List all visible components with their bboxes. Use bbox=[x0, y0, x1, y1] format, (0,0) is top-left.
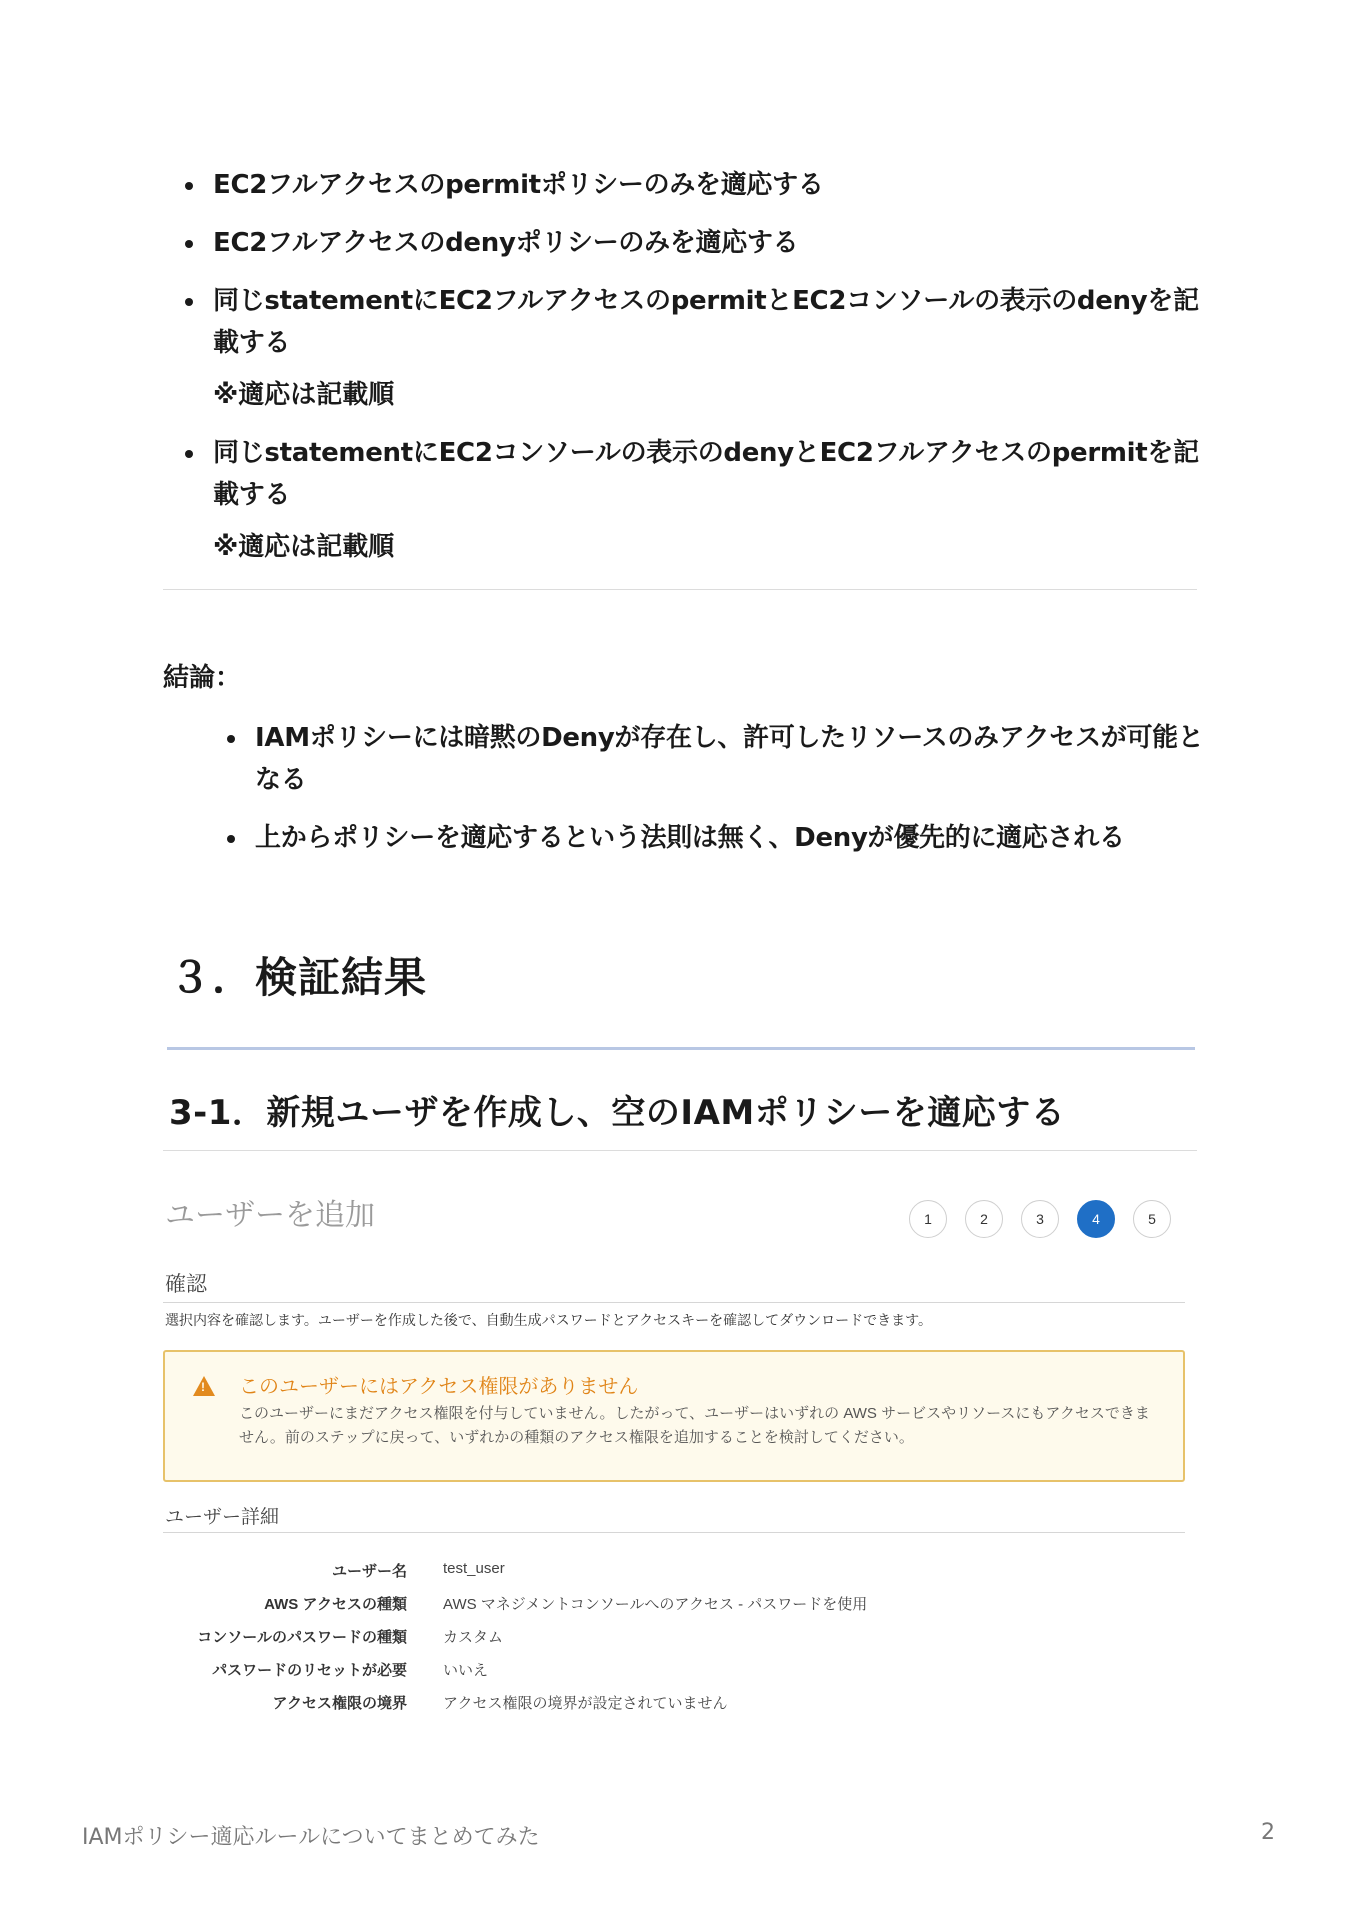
divider bbox=[163, 1302, 1185, 1303]
wizard-step-2[interactable]: 2 bbox=[965, 1200, 1003, 1238]
detail-key: パスワードのリセットが必要 bbox=[212, 1662, 407, 1679]
bullet-icon bbox=[227, 835, 235, 843]
bullet-icon bbox=[185, 182, 193, 190]
page-number: 2 bbox=[1261, 1820, 1275, 1845]
list-item bbox=[255, 717, 1205, 801]
wizard-step-3[interactable]: 3 bbox=[1021, 1200, 1059, 1238]
detail-key: AWS アクセスの種類 bbox=[264, 1596, 407, 1613]
detail-value: いいえ bbox=[443, 1662, 489, 1679]
bullet-icon bbox=[185, 450, 193, 458]
conclusion-list bbox=[255, 717, 1205, 859]
screen-title: ユーザーを追加 bbox=[165, 1199, 375, 1232]
wizard-step-1[interactable]: 1 bbox=[909, 1200, 947, 1238]
bullet-icon bbox=[227, 735, 235, 743]
warning-icon: ! bbox=[193, 1376, 215, 1396]
divider bbox=[163, 1150, 1197, 1151]
list-item-text: IAMポリシーには暗黙のDenyが存在し、許可したリソースのみアクセスが可能となる bbox=[255, 723, 1204, 795]
list-item-note: ※適応は記載順 bbox=[213, 380, 395, 410]
warning-box bbox=[163, 1350, 1185, 1482]
detail-row bbox=[163, 1659, 1185, 1692]
list-item bbox=[213, 164, 1203, 206]
list-item bbox=[255, 817, 1205, 859]
divider bbox=[163, 1532, 1185, 1533]
list-item-note: ※適応は記載順 bbox=[213, 532, 395, 562]
detail-row bbox=[163, 1692, 1185, 1725]
warning-title: このユーザーにはアクセス権限がありません bbox=[239, 1376, 639, 1398]
confirm-description: 選択内容を確認します。ユーザーを作成した後で、自動生成パスワードとアクセスキーを確認してダウンロードできます。 bbox=[165, 1312, 933, 1328]
detail-row bbox=[163, 1626, 1185, 1659]
bullet-icon bbox=[185, 298, 193, 306]
confirm-title: 確認 bbox=[165, 1273, 207, 1296]
detail-row bbox=[163, 1560, 1185, 1593]
footer-title: IAMポリシー適応ルールについてまとめてみた bbox=[82, 1825, 540, 1850]
user-details-title: ユーザー詳細 bbox=[165, 1507, 280, 1528]
list-item-text: 同じstatementにEC2コンソールの表示のdenyとEC2フルアクセスのpermitを記載する bbox=[213, 438, 1199, 510]
list-item-text: 同じstatementにEC2フルアクセスのpermitとEC2コンソールの表示のdenyを記載する bbox=[213, 286, 1199, 358]
wizard-step-4-active[interactable]: 4 bbox=[1077, 1200, 1115, 1238]
wizard-step-5[interactable]: 5 bbox=[1133, 1200, 1171, 1238]
detail-key: ユーザー名 bbox=[331, 1563, 407, 1580]
bullet-icon bbox=[185, 240, 193, 248]
warning-body: このユーザーにまだアクセス権限を付与していません。したがって、ユーザーはいずれの AWS サービスやリソースにもアクセスできません。前のステップに戻って、いずれかの種類のアクセス権限を追加することを検討してください。 bbox=[239, 1405, 1150, 1446]
detail-value: アクセス権限の境界が設定されていません bbox=[443, 1695, 728, 1712]
detail-row bbox=[163, 1593, 1185, 1626]
wizard-steps bbox=[909, 1200, 1171, 1238]
section-heading: ３．検証結果 bbox=[169, 953, 428, 1002]
section-heading-rule bbox=[167, 1047, 1195, 1050]
detail-key: コンソールのパスワードの種類 bbox=[197, 1629, 407, 1646]
add-user-screenshot bbox=[163, 1180, 1193, 1710]
list-item-text: 上からポリシーを適応するという法則は無く、Denyが優先的に適応される bbox=[255, 823, 1125, 853]
test-case-list bbox=[213, 164, 1203, 568]
detail-value: AWS マネジメントコンソールへのアクセス - パスワードを使用 bbox=[443, 1596, 868, 1613]
detail-value: カスタム bbox=[443, 1629, 504, 1646]
detail-key: アクセス権限の境界 bbox=[272, 1695, 407, 1712]
list-item bbox=[213, 222, 1203, 264]
list-item bbox=[213, 280, 1203, 416]
conclusion-label: 結論： bbox=[163, 663, 242, 693]
list-item-text: EC2フルアクセスのdenyポリシーのみを適応する bbox=[213, 228, 799, 258]
detail-value: test_user bbox=[443, 1560, 505, 1577]
divider bbox=[163, 589, 1197, 590]
list-item-text: EC2フルアクセスのpermitポリシーのみを適応する bbox=[213, 170, 824, 200]
list-item bbox=[213, 432, 1203, 568]
subsection-heading: 3-1．新規ユーザを作成し、空のIAMポリシーを適応する bbox=[169, 1093, 1066, 1133]
